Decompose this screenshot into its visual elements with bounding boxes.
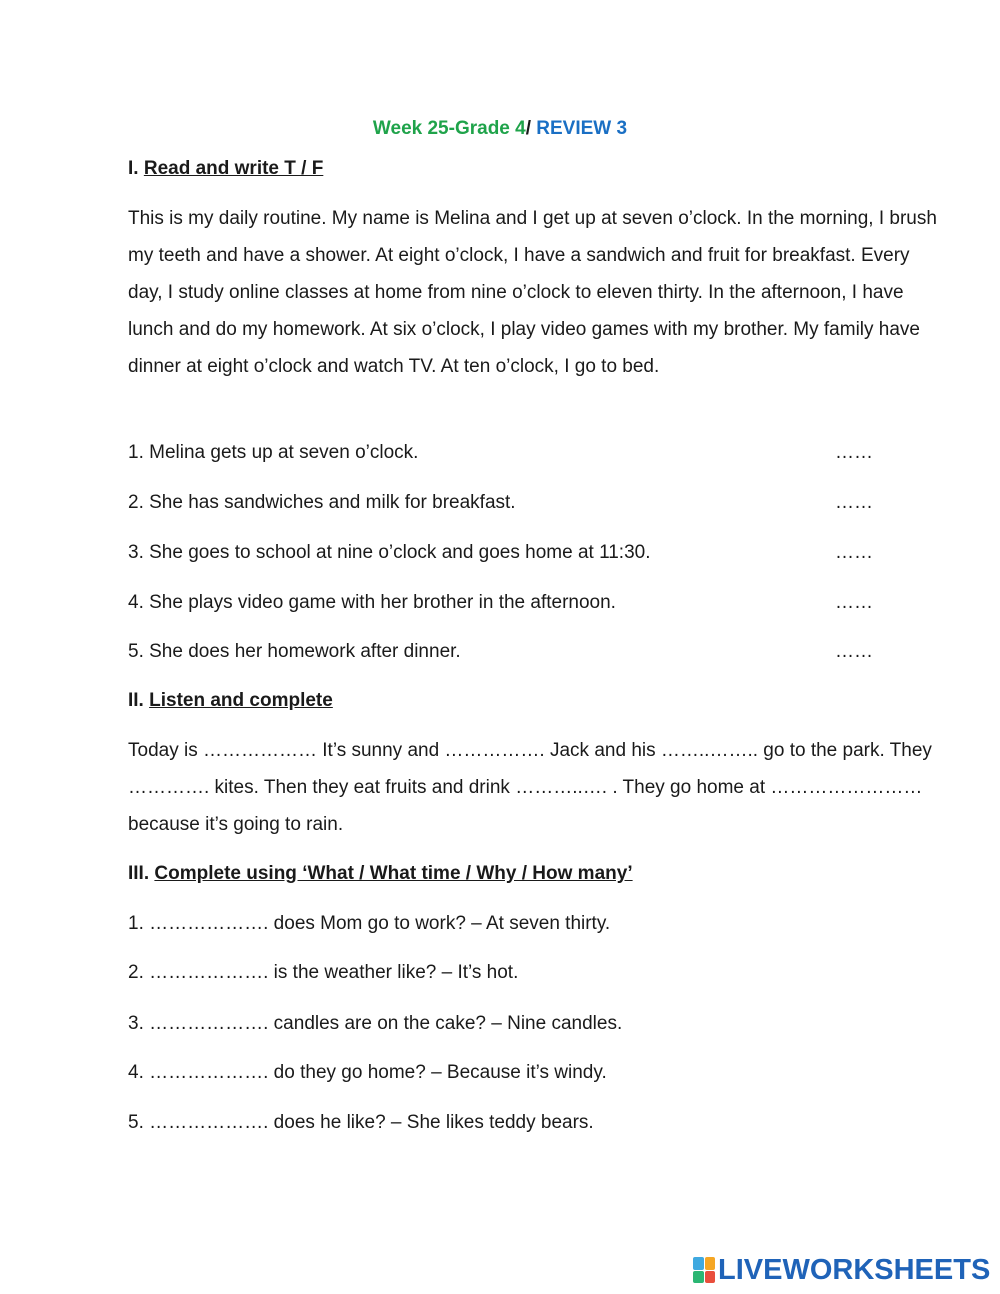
- complete-question-2[interactable]: 2. ………………. is the weather like? – It’s hot.: [128, 962, 519, 983]
- complete-question-4[interactable]: 4. ………………. do they go home? – Because it’s windy.: [128, 1062, 607, 1083]
- section-1-title: Read and write T / F: [143, 158, 324, 179]
- tf-answer-blank-3[interactable]: ……: [835, 542, 873, 563]
- section-2-title: Listen and complete: [149, 690, 333, 711]
- liveworksheets-logo-text: LIVEWORKSHEETS: [718, 1253, 991, 1286]
- title-week-grade: Week 25-Grade 4: [372, 118, 526, 139]
- logo-square-1: [693, 1257, 704, 1270]
- logo-square-4: [705, 1271, 716, 1284]
- tf-answer-blank-2[interactable]: ……: [835, 492, 873, 513]
- section-3-title: Complete using ‘What / What time / Why / How many’: [154, 863, 633, 884]
- section-2-passage[interactable]: Today is ……………… It’s sunny and ……………. Jack and his ……..…….. go to the park. They …………. kites. Then they eat fruits and drink ………..…. . They go home at …………………… because it’s going to rain.: [128, 740, 932, 835]
- liveworksheets-logo: [693, 1255, 990, 1285]
- title-review: REVIEW 3: [531, 118, 628, 139]
- section-1-heading: [128, 158, 323, 180]
- logo-square-3: [693, 1271, 704, 1284]
- complete-question-1[interactable]: 1. ………………. does Mom go to work? – At seven thirty.: [128, 913, 611, 934]
- tf-question-2: 2. She has sandwiches and milk for breakfast.: [128, 492, 516, 513]
- liveworksheets-logo-icon: [693, 1257, 715, 1283]
- section-3-prefix: III.: [128, 863, 155, 884]
- tf-question-4: 4. She plays video game with her brother in the afternoon.: [128, 592, 616, 613]
- section-2-heading: [128, 690, 333, 712]
- section-1-passage: This is my daily routine. My name is Melina and I get up at seven o’clock. In the morning, I brush my teeth and have a shower. At eight o’clock, I have a sandwich and fruit for breakfast. Every day, I study online classes at home from nine o’clock to eleven thirty. In the afternoon, I have lunch and do my homework. At six o’clock, I play video games with my brother. My family have dinner at eight o’clock and watch TV. At ten o’clock, I go to bed.: [128, 208, 937, 377]
- tf-question-3: 3. She goes to school at nine o’clock and goes home at 11:30.: [128, 542, 651, 563]
- complete-question-3[interactable]: 3. ………………. candles are on the cake? – Nine candles.: [128, 1013, 623, 1034]
- logo-square-2: [705, 1257, 716, 1270]
- complete-question-5[interactable]: 5. ………………. does he like? – She likes teddy bears.: [128, 1112, 594, 1133]
- section-3-heading: [128, 863, 633, 885]
- tf-answer-blank-5[interactable]: ……: [835, 641, 873, 662]
- tf-answer-blank-4[interactable]: ……: [835, 592, 873, 613]
- worksheet-title: [0, 118, 1000, 140]
- tf-answer-blank-1[interactable]: ……: [835, 442, 873, 463]
- tf-question-5: 5. She does her homework after dinner.: [128, 641, 461, 662]
- tf-question-1: 1. Melina gets up at seven o’clock.: [128, 442, 419, 463]
- section-2-prefix: II.: [128, 690, 150, 711]
- title-separator: /: [525, 118, 531, 139]
- section-1-prefix: I.: [128, 158, 144, 179]
